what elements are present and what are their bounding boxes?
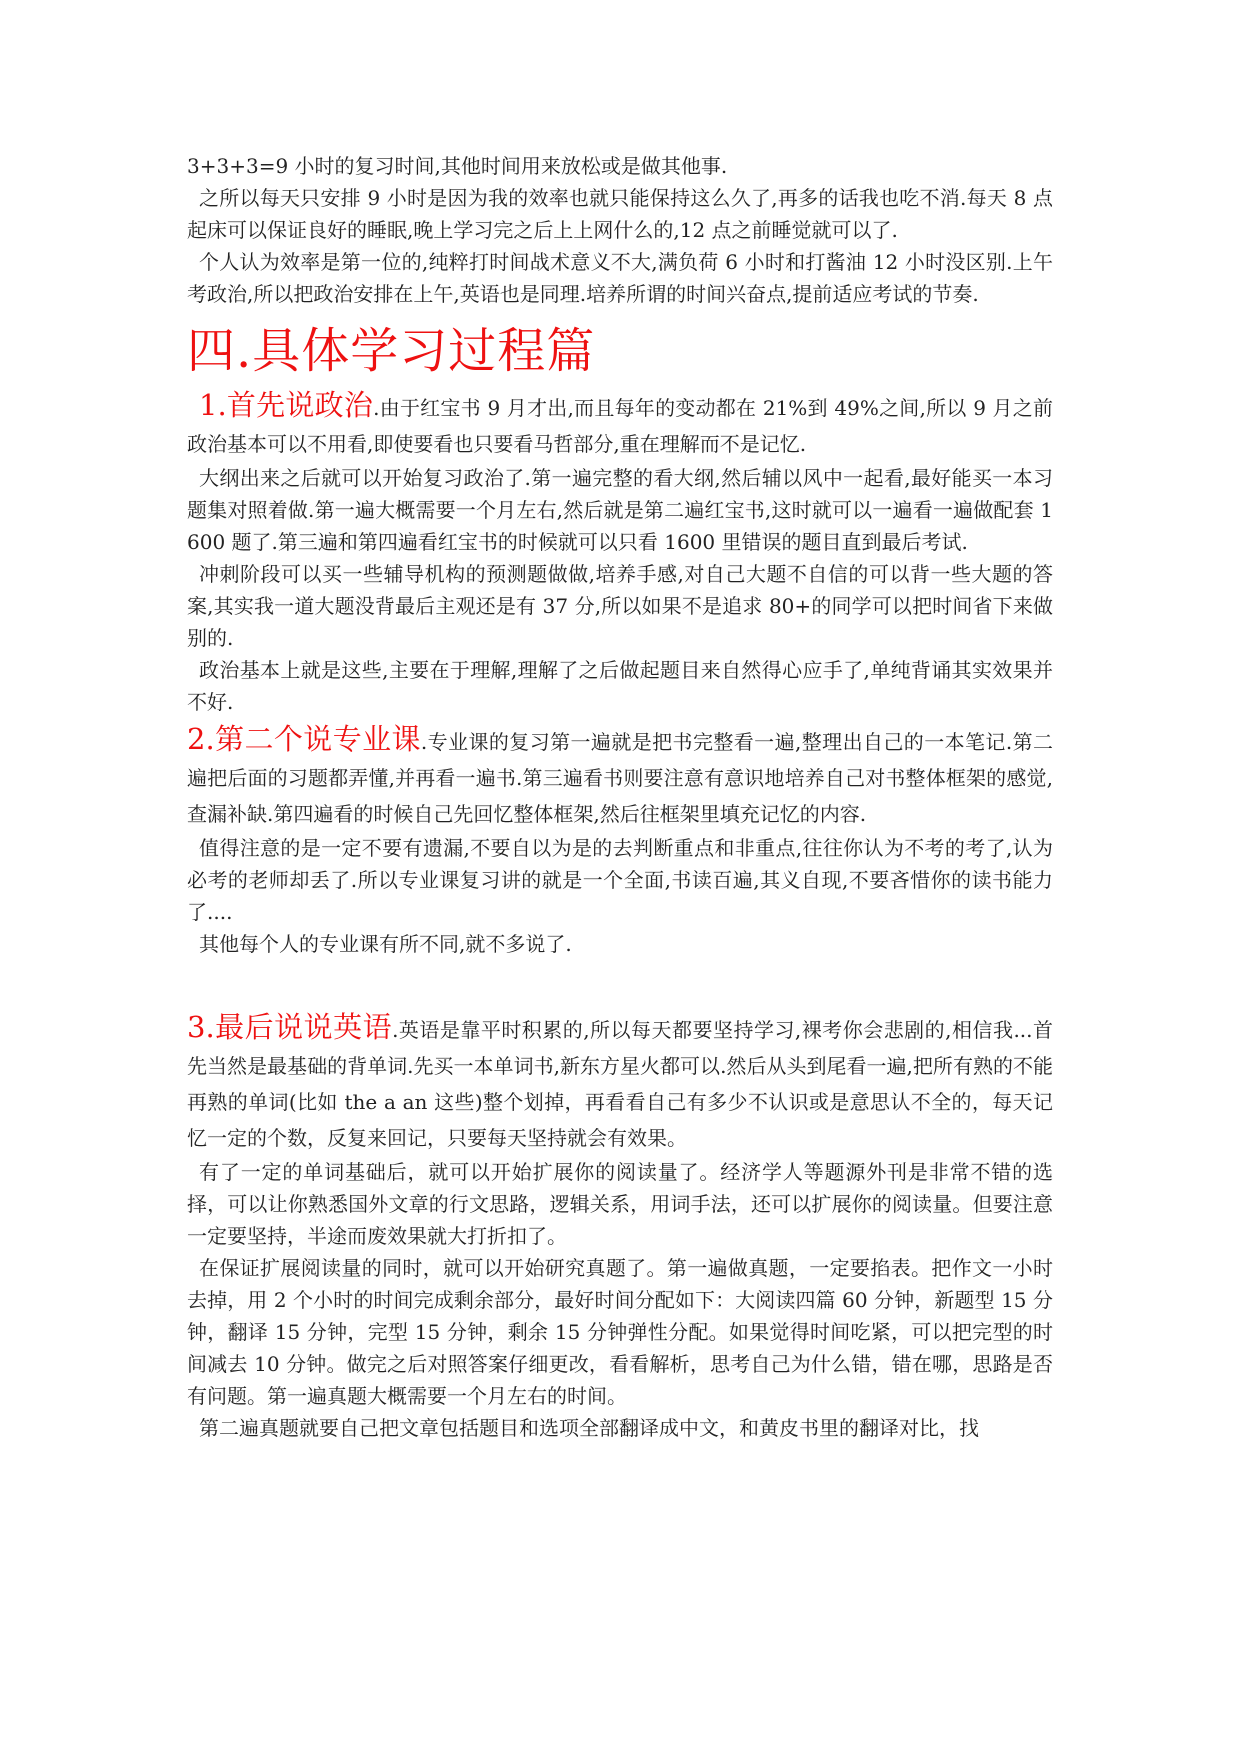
major-course-paragraph-2: 其他每个人的专业课有所不同,就不多说了. [199,932,572,956]
section-title-major-course: 2.第二个说专业课 [187,722,421,756]
intro-paragraph-2: 之所以每天只安排 9 小时是因为我的效率也就只能保持这么久了,再多的话我也吃不消.每天 8 点起床可以保证良好的睡眠,晚上学习完之后上上网什么的,12 点之前睡觉就可以了. [187,186,1053,242]
section-lead-major-course: .专业课的复习第一遍就是把书完整看一遍,整理出自己的一本笔记.第二遍把后面的习题都弄懂,并再看一遍书.第三遍看书则要注意有意识地培养自己对书整体框架的感觉,查漏补缺.第四遍看的时候自己先回忆整体框架,然后往框架里填充记忆的内容. [187,730,1053,826]
section-politics [187,388,1053,462]
politics-paragraph-1: 大纲出来之后就可以开始复习政治了.第一遍完整的看大纲,然后辅以风中一起看,最好能买一本习题集对照着做.第一遍大概需要一个月左右,然后就是第二遍红宝书,这时就可以一遍看一遍做配套 1600 题了.第三遍和第四遍看红宝书的时候就可以只看 1600 里错误的题目直到最后考试. [187,466,1053,554]
english-paragraph-2: 在保证扩展阅读量的同时，就可以开始研究真题了。第一遍做真题，一定要掐表。把作文一小时去掉，用 2 个小时的时间完成剩余部分，最好时间分配如下：大阅读四篇 60 分钟，新题型 15 分钟，翻译 15 分钟，完型 15 分钟，剩余 15 分钟弹性分配。如果觉得时间吃紧，可以把完型的时间减去 10 分钟。做完之后对照答案仔细更改，看看解析，思考自己为什么错，错在哪，思路是否有问题。第一遍真题大概需要一个月左右的时间。 [187,1256,1053,1408]
english-paragraph-1: 有了一定的单词基础后，就可以开始扩展你的阅读量了。经济学人等题源外刊是非常不错的选择，可以让你熟悉国外文章的行文思路，逻辑关系，用词手法，还可以扩展你的阅读量。但要注意一定要坚持，半途而废效果就大打折扣了。 [187,1160,1053,1248]
section-major-course [187,722,1053,832]
section-title-english: 3.最后说说英语 [187,1010,393,1044]
chapter-title: 四.具体学习过程篇 [187,323,596,379]
section-lead-english: .英语是靠平时积累的,所以每天都要坚持学习,裸考你会悲剧的,相信我...首先当然是最基础的背单词.先买一本单词书,新东方星火都可以.然后从头到尾看一遍,把所有熟的不能再熟的单词(比如 the a an 这些)整个划掉，再看看自己有多少不认识或是意思认不全的，每天记忆一定的个数，反复来回记，只要每天坚持就会有效果。 [187,1018,1053,1150]
section-english [187,1010,1053,1156]
english-paragraph-3: 第二遍真题就要自己把文章包括题目和选项全部翻译成中文，和黄皮书里的翻译对比，找 [199,1416,979,1440]
major-course-paragraph-1: 值得注意的是一定不要有遗漏,不要自以为是的去判断重点和非重点,往往你认为不考的考了,认为必考的老师却丢了.所以专业课复习讲的就是一个全面,书读百遍,其义自现,不要吝惜你的读书能力了.... [187,836,1053,924]
section-lead-politics: .由于红宝书 9 月才出,而且每年的变动都在 21%到 49%之间,所以 9 月之前政治基本可以不用看,即使要看也只要看马哲部分,重在理解而不是记忆. [187,396,1054,456]
politics-paragraph-3: 政治基本上就是这些,主要在于理解,理解了之后做起题目来自然得心应手了,单纯背诵其实效果并不好. [187,658,1053,714]
intro-paragraph-1: 3+3+3=9 小时的复习时间,其他时间用来放松或是做其他事. [187,154,728,178]
politics-paragraph-2: 冲刺阶段可以买一些辅导机构的预测题做做,培养手感,对自己大题不自信的可以背一些大题的答案,其实我一道大题没背最后主观还是有 37 分,所以如果不是追求 80+的同学可以把时间省下来做别的. [187,562,1053,650]
section-title-politics: 1.首先说政治 [199,388,374,422]
document-page [187,150,1053,1444]
intro-paragraph-3: 个人认为效率是第一位的,纯粹打时间战术意义不大,满负荷 6 小时和打酱油 12 小时没区别.上午考政治,所以把政治安排在上午,英语也是同理.培养所谓的时间兴奋点,提前适应考试的节奏. [187,250,1053,306]
